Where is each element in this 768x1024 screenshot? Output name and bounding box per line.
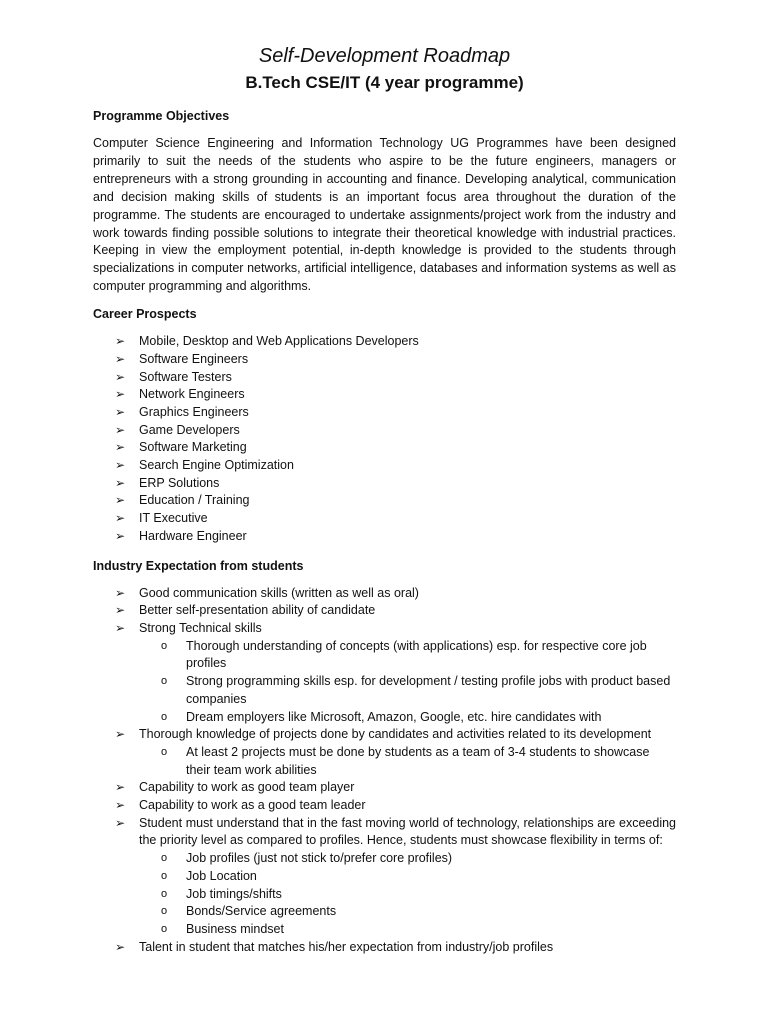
arrow-bullet-icon: ➢ xyxy=(115,440,126,455)
arrow-bullet-icon: ➢ xyxy=(115,780,126,795)
sub-list-item: o Dream employers like Microsoft, Amazon, Google, etc. hire candidates with xyxy=(139,709,676,727)
list-item: ➢ Graphics Engineers xyxy=(93,404,676,422)
list-item: ➢ Education / Training xyxy=(93,492,676,510)
list-item: ➢ Capability to work as a good team leader xyxy=(93,797,676,815)
industry-list xyxy=(93,585,676,957)
list-item: ➢ Software Marketing xyxy=(93,439,676,457)
sub-list xyxy=(139,850,676,939)
circle-bullet-icon: o xyxy=(161,710,168,723)
arrow-bullet-icon: ➢ xyxy=(115,404,126,419)
objectives-heading: Programme Objectives xyxy=(93,109,230,123)
list-item: ➢ Mobile, Desktop and Web Applications Developers xyxy=(93,333,676,351)
arrow-bullet-icon: ➢ xyxy=(115,939,126,954)
list-item: ➢ Good communication skills (written as well as oral) xyxy=(93,585,676,603)
circle-bullet-icon: o xyxy=(161,852,168,865)
document-title: Self-Development Roadmap xyxy=(258,45,511,67)
list-item: ➢ Software Testers xyxy=(93,369,676,387)
list-item: ➢ Game Developers xyxy=(93,422,676,440)
sub-list-item: o Thorough understanding of concepts (with applications) esp. for respective core job profiles xyxy=(161,638,647,671)
circle-bullet-icon: o xyxy=(161,639,168,652)
arrow-bullet-icon: ➢ xyxy=(115,351,126,366)
circle-bullet-icon: o xyxy=(161,887,168,900)
arrow-bullet-icon: ➢ xyxy=(115,458,126,473)
list-item: ➢ Search Engine Optimization xyxy=(93,457,676,475)
list-item: ➢ Network Engineers xyxy=(93,386,676,404)
circle-bullet-icon: o xyxy=(161,745,168,758)
sub-list-item: o Job timings/shifts xyxy=(139,886,676,904)
career-list xyxy=(93,333,676,545)
sub-list-item: o At least 2 projects must be done by students as a team of 3-4 students to showcase their team work abilities xyxy=(161,744,650,777)
arrow-bullet-icon: ➢ xyxy=(115,369,126,384)
arrow-bullet-icon: ➢ xyxy=(115,334,126,349)
objectives-paragraph: Computer Science Engineering and Information Technology UG Programmes have been designed primarily to suit the needs of the students who aspire to be the future engineers, managers or entrepreneurs with a strong grounding in accounting and finance. Developing analytical, communication and decision making skills of students is an important focus area throughout the duration of the programme. The students are encouraged to undertake assignments/project work from the industry and work towards finding possible solutions to integrate their theoretical knowledge with industrial practices. Keeping in view the employment potential, in-depth knowledge is provided to the students through specializations in computer networks, artificial intelligence, databases and information systems as well as computer programming and algorithms. xyxy=(93,136,676,294)
list-item: ➢ ERP Solutions xyxy=(93,475,676,493)
circle-bullet-icon: o xyxy=(161,922,168,935)
arrow-bullet-icon: ➢ xyxy=(115,815,126,830)
arrow-bullet-icon: ➢ xyxy=(115,727,126,742)
arrow-bullet-icon: ➢ xyxy=(115,621,126,635)
arrow-bullet-icon: ➢ xyxy=(115,387,126,402)
sub-list-item: o Job Location xyxy=(139,868,676,886)
list-item: ➢ Hardware Engineer xyxy=(93,528,676,546)
list-item: ➢ Strong Technical skills o Thorough understanding of concepts (with applications) esp. for respective core job profiles o Strong programming skills esp. for development / testing profile jobs with product based companies o Dream employers like Microsoft, Amazon, Google, etc. hire candidates with xyxy=(93,620,676,726)
list-item: ➢ Student must understand that in the fast moving world of technology, relationships are exceeding the priority level as compared to profiles. Hence, students must showcase flexibility in terms of: o Job profiles (just not stick to/prefer core profiles) o Job Location o Job timings/shifts o Bonds/Service agreements o Business mindset xyxy=(93,815,676,939)
list-item: ➢ Capability to work as good team player xyxy=(93,779,676,797)
circle-bullet-icon: o xyxy=(161,869,168,882)
career-heading: Career Prospects xyxy=(93,307,197,322)
sub-list xyxy=(139,638,676,727)
document-subtitle: B.Tech CSE/IT (4 year programme) xyxy=(245,73,524,92)
list-item: ➢ Thorough knowledge of projects done by candidates and activities related to its development o At least 2 projects must be done by students as a team of 3-4 students to showcase their team work abilities xyxy=(93,726,676,779)
list-item: ➢ IT Executive xyxy=(93,510,676,528)
industry-heading: Industry Expectation from students xyxy=(93,558,304,573)
arrow-bullet-icon: ➢ xyxy=(115,475,126,490)
arrow-bullet-icon: ➢ xyxy=(115,798,126,813)
arrow-bullet-icon: ➢ xyxy=(115,511,126,526)
arrow-bullet-icon: ➢ xyxy=(115,422,126,437)
arrow-bullet-icon: ➢ xyxy=(115,585,126,600)
arrow-bullet-icon: ➢ xyxy=(115,603,126,618)
sub-list xyxy=(139,744,676,779)
sub-list-item: o Bonds/Service agreements xyxy=(139,903,676,921)
sub-list-item: o Strong programming skills esp. for development / testing profile jobs with product based companies xyxy=(161,674,671,706)
list-item: ➢ Software Engineers xyxy=(93,351,676,369)
list-item: ➢ Talent in student that matches his/her expectation from industry/job profiles xyxy=(93,939,676,957)
circle-bullet-icon: o xyxy=(161,675,168,688)
arrow-bullet-icon: ➢ xyxy=(115,493,126,508)
circle-bullet-icon: o xyxy=(161,905,168,918)
sub-list-item: o Business mindset xyxy=(139,921,676,939)
list-item: ➢ Better self-presentation ability of candidate xyxy=(93,602,676,620)
arrow-bullet-icon: ➢ xyxy=(115,528,126,543)
sub-list-item: o Job profiles (just not stick to/prefer core profiles) xyxy=(139,850,676,868)
